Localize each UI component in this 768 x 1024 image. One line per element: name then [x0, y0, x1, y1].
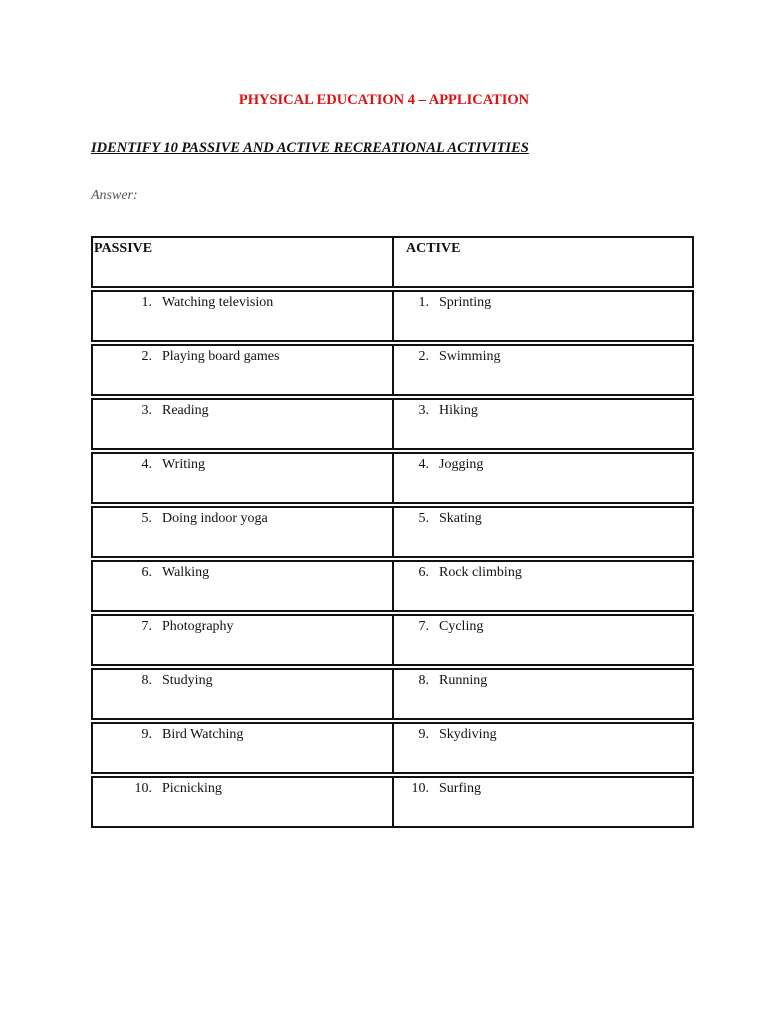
active-cell: [394, 778, 692, 826]
header-cell-active: [394, 238, 692, 286]
active-number: 9.: [418, 727, 429, 742]
table-row: [91, 614, 694, 666]
active-number: 4.: [418, 457, 429, 472]
active-cell: [394, 292, 692, 340]
active-cell: [394, 454, 692, 502]
active-number: 1.: [418, 295, 429, 310]
active-activity: Skating: [439, 511, 482, 526]
active-cell: [394, 346, 692, 394]
active-activity: Swimming: [439, 349, 501, 364]
active-cell: [394, 508, 692, 556]
active-cell: [394, 724, 692, 772]
activities-table: [91, 236, 694, 830]
passive-cell: [93, 616, 394, 664]
passive-cell: [93, 724, 394, 772]
table-row: [91, 344, 694, 396]
active-cell: [394, 562, 692, 610]
passive-number: 7.: [141, 619, 152, 634]
active-activity: Hiking: [439, 403, 478, 418]
table-row: [91, 506, 694, 558]
active-number: 2.: [418, 349, 429, 364]
table-row: [91, 776, 694, 828]
passive-number: 9.: [141, 727, 152, 742]
passive-cell: [93, 670, 394, 718]
active-activity: Surfing: [439, 781, 481, 796]
passive-activity: Picnicking: [162, 781, 222, 796]
passive-activity: Photography: [162, 619, 234, 634]
passive-activity: Watching television: [162, 295, 274, 310]
passive-number: 2.: [141, 349, 152, 364]
passive-number: 4.: [141, 457, 152, 472]
document-subtitle: IDENTIFY 10 PASSIVE AND ACTIVE RECREATIONAL ACTIVITIES: [91, 140, 529, 156]
header-active: ACTIVE: [406, 241, 461, 256]
passive-number: 10.: [134, 781, 152, 796]
active-activity: Jogging: [439, 457, 484, 472]
active-cell: [394, 670, 692, 718]
table-row: [91, 668, 694, 720]
active-number: 6.: [418, 565, 429, 580]
passive-activity: Bird Watching: [162, 727, 244, 742]
table-row: [91, 398, 694, 450]
passive-number: 5.: [141, 511, 152, 526]
passive-activity: Reading: [162, 403, 209, 418]
table-row: [91, 290, 694, 342]
active-cell: [394, 400, 692, 448]
passive-activity: Playing board games: [162, 349, 280, 364]
active-number: 7.: [418, 619, 429, 634]
passive-number: 1.: [141, 295, 152, 310]
passive-activity: Studying: [162, 673, 213, 688]
document-title: PHYSICAL EDUCATION 4 – APPLICATION: [238, 92, 530, 108]
table-row: [91, 452, 694, 504]
answer-label: Answer:: [91, 188, 138, 203]
passive-cell: [93, 778, 394, 826]
header-cell-passive: [93, 238, 394, 286]
passive-activity: Writing: [162, 457, 205, 472]
passive-cell: [93, 562, 394, 610]
passive-activity: Doing indoor yoga: [162, 511, 268, 526]
passive-number: 6.: [141, 565, 152, 580]
active-number: 10.: [411, 781, 429, 796]
active-activity: Skydiving: [439, 727, 497, 742]
passive-cell: [93, 400, 394, 448]
passive-number: 3.: [141, 403, 152, 418]
active-activity: Rock climbing: [439, 565, 522, 580]
active-number: 5.: [418, 511, 429, 526]
table-header-row: [91, 236, 694, 288]
active-number: 8.: [418, 673, 429, 688]
active-activity: Running: [439, 673, 488, 688]
passive-cell: [93, 508, 394, 556]
table-row: [91, 722, 694, 774]
passive-cell: [93, 454, 394, 502]
active-activity: Cycling: [439, 619, 484, 634]
passive-activity: Walking: [162, 565, 210, 580]
passive-cell: [93, 346, 394, 394]
passive-cell: [93, 292, 394, 340]
active-number: 3.: [418, 403, 429, 418]
header-passive: PASSIVE: [94, 241, 153, 256]
active-cell: [394, 616, 692, 664]
active-activity: Sprinting: [439, 295, 492, 310]
table-row: [91, 560, 694, 612]
passive-number: 8.: [141, 673, 152, 688]
